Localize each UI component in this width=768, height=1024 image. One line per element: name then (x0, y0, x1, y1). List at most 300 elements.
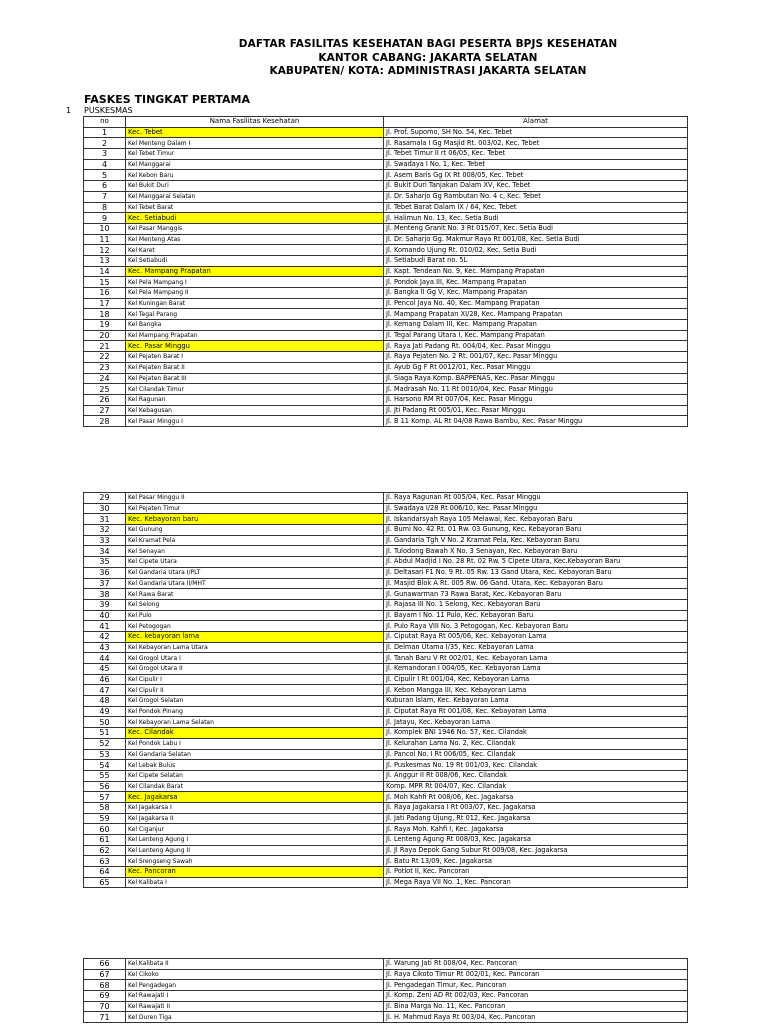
no-cell: 38 (84, 589, 126, 600)
address-cell: Jl. Gandaria Tgh V No. 2 Kramat Pela, Kec. Kebayoran Baru (384, 535, 688, 546)
no-cell: 14 (84, 266, 126, 277)
facility-name-cell: Kel Pasar Minggu I (126, 416, 384, 427)
facility-name-cell: Kel Gunung (126, 525, 384, 536)
no-cell: 59 (84, 813, 126, 824)
no-cell: 1 (84, 127, 126, 138)
table-row (84, 685, 688, 696)
no-cell: 32 (84, 525, 126, 536)
address-cell: Jl. Bukit Duri Tanjakan Dalam XV, Kec. Tebet (384, 181, 688, 192)
facility-name-cell: Kel Cipete Selatan (126, 770, 384, 781)
header-title: DAFTAR FASILITAS KESEHATAN BAGI PESERTA BPJS KESEHATAN (238, 38, 618, 50)
table-row (84, 288, 688, 299)
no-cell: 62 (84, 845, 126, 856)
facility-name-cell: Kel Manggarai Selatan (126, 191, 384, 202)
address-cell: Jl. Masjid Blok A Rt. 005 Rw. 06 Gand. Utara, Kec. Kebayoran Baru (384, 578, 688, 589)
address-cell: Jl. Menteng Granit No. 3 Rt 015/07, Kec. Setia Budi (384, 223, 688, 234)
table-row (84, 1012, 688, 1023)
address-cell: Jl. Raya Cikoto Timur Rt 002/01, Kec. Pancoran (384, 969, 688, 980)
facility-name-cell: Kel Kebon Baru (126, 170, 384, 181)
facility-name-cell: Kel Karet (126, 245, 384, 256)
address-cell: Jl. Pulo Raya VIII No. 3 Petogogan, Kec. Kebayoran Baru (384, 621, 688, 632)
address-cell: Jl. Tebet Timur II rt 06/05, Kec. Tebet (384, 149, 688, 160)
facility-name-cell: Kel Grogol Utara II (126, 664, 384, 675)
table-row (84, 255, 688, 266)
facility-name-cell: Kel Kebayoran Lama Selatan (126, 717, 384, 728)
facility-name-cell: Kel Pondok Labu I (126, 738, 384, 749)
table-row (84, 578, 688, 589)
facility-name-cell: Kel Lenteng Agung I (126, 835, 384, 846)
address-cell: Jl. Asem Baris Gg IX Rt 008/05, Kec. Tebet (384, 170, 688, 181)
address-cell: Jl. Ayub Gg F Rt 0012/01, Kec. Pasar Minggu (384, 362, 688, 373)
facility-name-cell: Kel Lebak Bulus (126, 760, 384, 771)
table-row (84, 792, 688, 803)
facility-name-cell: Kel Grogol Selatan (126, 696, 384, 707)
no-cell: 40 (84, 610, 126, 621)
address-cell: Jl. Harsono RM Rt 007/04, Kec. Pasar Minggu (384, 394, 688, 405)
no-cell: 16 (84, 288, 126, 299)
address-cell: Jl. Jti Padang Rt 005/01, Kec. Pasar Minggu (384, 405, 688, 416)
facility-name-cell: Kel Pela Mampang II (126, 288, 384, 299)
table-row (84, 631, 688, 642)
address-cell: Jl. Jl Raya Depok Gang Subur Rt 009/08, Kec. Jagakarsa (384, 845, 688, 856)
facility-name-cell: Kel Pondok Pinang (126, 706, 384, 717)
table-row (84, 266, 688, 277)
table-row (84, 781, 688, 792)
table-row (84, 223, 688, 234)
facility-name-cell: Kel Gandaria Utara II/MHT (126, 578, 384, 589)
table-row (84, 728, 688, 739)
facility-name-cell: Kel Pasar Manggis (126, 223, 384, 234)
facility-name-cell: Kel Pulo (126, 610, 384, 621)
address-cell: Jl. Raya Moh. Kahfi I, Kec. Jagakarsa (384, 824, 688, 835)
table-row (84, 802, 688, 813)
facility-name-cell: Kel Kebagusan (126, 405, 384, 416)
facility-name-cell: Kel Rawajati I (126, 991, 384, 1002)
address-cell: Jl. Kelurahan Lama No. 2, Kec. Cilandak (384, 738, 688, 749)
table-row (84, 664, 688, 675)
facility-name-cell: Kel Jagakarsa II (126, 813, 384, 824)
table-row (84, 867, 688, 878)
address-cell: Jl. Cipulir I Rt 001/04, Kec. Kebayoran Lama (384, 674, 688, 685)
no-cell: 34 (84, 546, 126, 557)
facility-name-cell: Kel Pasar Minggu II (126, 493, 384, 504)
no-cell: 31 (84, 514, 126, 525)
facility-name-cell: Kel Duren Tiga (126, 1012, 384, 1023)
column-header-no: no (84, 117, 126, 128)
address-cell: Jl. Bumi No. 42 Rt. 01 Rw. 03 Gunung, Kec. Kebayoran Baru (384, 525, 688, 536)
no-cell: 35 (84, 557, 126, 568)
facility-name-cell: Kel Cikoko (126, 969, 384, 980)
table-row (84, 416, 688, 427)
address-cell: Jl. Rasamala I Gg Masjid Rt. 003/02, Kec. Tebet (384, 138, 688, 149)
no-cell: 47 (84, 685, 126, 696)
table-row (84, 589, 688, 600)
no-cell: 33 (84, 535, 126, 546)
no-cell: 60 (84, 824, 126, 835)
table-row (84, 980, 688, 991)
table-row (84, 621, 688, 632)
no-cell: 67 (84, 969, 126, 980)
address-cell: Jl. Raya Jati Padang Rt. 004/04, Kec. Pasar Minggu (384, 341, 688, 352)
address-cell: Jl. Siaga Raya Komp. BAPPENAS, Kec. Pasar Minggu (384, 373, 688, 384)
address-cell: Jl. Raya Jagakarsa I Rt 003/07, Kec. Jagakarsa (384, 802, 688, 813)
address-cell: Jl. Delman Utama I/35, Kec. Kebayoran Lama (384, 642, 688, 653)
no-cell: 57 (84, 792, 126, 803)
no-cell: 64 (84, 867, 126, 878)
address-cell: Jl. Tanah Baru V Rt 002/01, Kec. Kebayoran Lama (384, 653, 688, 664)
facility-name-cell: Kel Cipulir II (126, 685, 384, 696)
facility-name-cell: Kel Senayan (126, 546, 384, 557)
no-cell: 13 (84, 255, 126, 266)
table-row (84, 525, 688, 536)
no-cell: 2 (84, 138, 126, 149)
facility-name-cell: Kel Jagakarsa I (126, 802, 384, 813)
table-row (84, 738, 688, 749)
table-row (84, 245, 688, 256)
table-row (84, 159, 688, 170)
facility-name-cell: Kel Bangka (126, 320, 384, 331)
no-cell: 53 (84, 749, 126, 760)
table-row (84, 969, 688, 980)
facility-table-2 (83, 492, 688, 888)
no-cell: 6 (84, 181, 126, 192)
no-cell: 36 (84, 567, 126, 578)
address-cell: Jl. Jatayu, Kec. Kebayoran Lama (384, 717, 688, 728)
item-number: 1 (66, 106, 72, 115)
address-cell: Jl. Rajasa III No. 1 Selong, Kec. Kebayoran Baru (384, 599, 688, 610)
no-cell: 21 (84, 341, 126, 352)
table-row (84, 959, 688, 970)
facility-name-cell: Kel Rawa Barat (126, 589, 384, 600)
table-row (84, 991, 688, 1002)
facility-name-cell: Kec. Setiabudi (126, 213, 384, 224)
no-cell: 41 (84, 621, 126, 632)
table-row (84, 770, 688, 781)
address-cell: Jl. Mampang Prapatan XI/28, Kec. Mampang Prapatan (384, 309, 688, 320)
facility-name-cell: Kel Gandaria Utara I/PLT (126, 567, 384, 578)
no-cell: 25 (84, 384, 126, 395)
table-row (84, 674, 688, 685)
facility-name-cell: Kel Kalibata II (126, 959, 384, 970)
address-cell: Jl. Bayam I No. 11 Pulo, Kec. Kebayoran Baru (384, 610, 688, 621)
address-cell: Jl. Kemang Dalam III, Kec. Mampang Prapatan (384, 320, 688, 331)
facility-name-cell: Kel Manggarai (126, 159, 384, 170)
no-cell: 7 (84, 191, 126, 202)
facility-table-3-body (84, 959, 688, 1023)
facility-name-cell: Kel Ciganjur (126, 824, 384, 835)
table-row (84, 856, 688, 867)
no-cell: 28 (84, 416, 126, 427)
facility-name-cell: Kel Menteng Dalam I (126, 138, 384, 149)
table-row (84, 1001, 688, 1012)
address-cell: Jl. Setiabudi Barat no. 5L (384, 255, 688, 266)
table-row (84, 352, 688, 363)
table-row (84, 535, 688, 546)
facility-name-cell: Kec. Pancoran (126, 867, 384, 878)
no-cell: 49 (84, 706, 126, 717)
facility-table-1 (83, 116, 688, 427)
no-cell: 20 (84, 330, 126, 341)
no-cell: 43 (84, 642, 126, 653)
section-title: FASKES TINGKAT PERTAMA (84, 93, 250, 106)
facility-name-cell: Kec. Tebet (126, 127, 384, 138)
address-cell: Jl. Lenteng Agung Rt 008/03, Kec. Jagakarsa (384, 835, 688, 846)
address-cell: Jl. Dr. Saharjo Gg Rambutan No. 4 c, Kec. Tebet (384, 191, 688, 202)
table-row (84, 557, 688, 568)
address-cell: Jl. Bina Marga No. 11, Kec. Pancoran (384, 1001, 688, 1012)
header-region: KABUPATEN/ KOTA: ADMINISTRASI JAKARTA SELATAN (269, 65, 587, 77)
facility-name-cell: Kel Bukit Duri (126, 181, 384, 192)
address-cell: Jl. Komando Ujung Rt. 010/02, Kec. Setia Budi (384, 245, 688, 256)
table-row (84, 813, 688, 824)
facility-name-cell: Kel Pela Mampang I (126, 277, 384, 288)
address-cell: Jl. Batu Rt 13/09, Kec. Jagakarsa (384, 856, 688, 867)
facility-name-cell: Kel Selong (126, 599, 384, 610)
table-row (84, 277, 688, 288)
facility-name-cell: Kel Srengseng Sawah (126, 856, 384, 867)
address-cell: Jl. Kemandoran I 004/05, Kec. Kebayoran Lama (384, 664, 688, 675)
address-cell: Jl. Puskesmas No. 19 Rt 001/03, Kec. Cilandak (384, 760, 688, 771)
facility-name-cell: Kec. kebayoran lama (126, 631, 384, 642)
address-cell: Jl. Halimun No. 13, Kec. Setia Budi (384, 213, 688, 224)
facility-name-cell: Kec. Pasar Minggu (126, 341, 384, 352)
facility-name-cell: Kel Rawajati II (126, 1001, 384, 1012)
table-row (84, 213, 688, 224)
facility-name-cell: Kel Mampang Prapatan (126, 330, 384, 341)
address-cell: Jl. Tulodong Bawah X No. 3 Senayan, Kec. Kebayoran Baru (384, 546, 688, 557)
table-row (84, 503, 688, 514)
no-cell: 48 (84, 696, 126, 707)
table-row (84, 706, 688, 717)
no-cell: 46 (84, 674, 126, 685)
no-cell: 65 (84, 877, 126, 888)
address-cell: Jl. Mega Raya VII No. 1, Kec. Pancoran (384, 877, 688, 888)
address-cell: Jl. Raya Pejaten No. 2 Rt. 001/07, Kec. Pasar Minggu (384, 352, 688, 363)
no-cell: 61 (84, 835, 126, 846)
facility-name-cell: Kel Kebayoran Lama Utara (126, 642, 384, 653)
address-cell: Jl. B 11 Komp. AL Rt 04/08 Rawa Bambu, Kec. Pasar Minggu (384, 416, 688, 427)
table-row (84, 298, 688, 309)
column-header-alamat: Alamat (384, 117, 688, 128)
no-cell: 45 (84, 664, 126, 675)
facility-name-cell: Kel Pejaten Barat II (126, 362, 384, 373)
address-cell: Jl. Pondok Jaya III, Kec. Mampang Prapatan (384, 277, 688, 288)
address-cell: Komp. MPR Rt 004/07, Kec. Cilandak (384, 781, 688, 792)
table-row (84, 405, 688, 416)
no-cell: 18 (84, 309, 126, 320)
table-row (84, 835, 688, 846)
address-cell: Jl. Jati Padang Ujung, Rt 012, Kec. Jagakarsa (384, 813, 688, 824)
no-cell: 23 (84, 362, 126, 373)
table-row (84, 170, 688, 181)
no-cell: 11 (84, 234, 126, 245)
table-row (84, 362, 688, 373)
column-header-nama: Nama Fasilitas Kesehatan (126, 117, 384, 128)
header-office: KANTOR CABANG: JAKARTA SELATAN (318, 51, 538, 64)
facility-name-cell: Kel Tebet Barat (126, 202, 384, 213)
table-row (84, 642, 688, 653)
no-cell: 10 (84, 223, 126, 234)
no-cell: 24 (84, 373, 126, 384)
no-cell: 22 (84, 352, 126, 363)
no-cell: 15 (84, 277, 126, 288)
address-cell: Jl. Kebon Mangga III, Kec. Kebayoran Lama (384, 685, 688, 696)
facility-name-cell: Kel Cipete Utara (126, 557, 384, 568)
table-row (84, 384, 688, 395)
table-row (84, 202, 688, 213)
facility-name-cell: Kel Cipulir I (126, 674, 384, 685)
address-cell: Jl. Potlot II, Kec. Pancoran (384, 867, 688, 878)
table-row (84, 320, 688, 331)
no-cell: 42 (84, 631, 126, 642)
table-row (84, 824, 688, 835)
address-cell: Jl. Komplek BNI 1946 No. 57, Kec. Cilandak (384, 728, 688, 739)
no-cell: 8 (84, 202, 126, 213)
facility-name-cell: Kel Tegal Parang (126, 309, 384, 320)
address-cell: Jl. Moh Kahfi Rt 008/06, Kec. Jagakarsa (384, 792, 688, 803)
address-cell: Jl. Tegal Parang Utara I, Kec. Mampang Prapatan (384, 330, 688, 341)
no-cell: 27 (84, 405, 126, 416)
facility-name-cell: Kel Pejaten Barat I (126, 352, 384, 363)
facility-table-2-body (84, 493, 688, 888)
no-cell: 68 (84, 980, 126, 991)
no-cell: 4 (84, 159, 126, 170)
no-cell: 56 (84, 781, 126, 792)
facility-name-cell: Kel Cilandak Timur (126, 384, 384, 395)
facility-name-cell: Kel Setiabudi (126, 255, 384, 266)
table-row (84, 493, 688, 504)
no-cell: 30 (84, 503, 126, 514)
address-cell: Jl. H. Mahmud Raya Rt 003/04, Kec. Pancoran (384, 1012, 688, 1023)
no-cell: 5 (84, 170, 126, 181)
facility-name-cell: Kel Petogogan (126, 621, 384, 632)
no-cell: 70 (84, 1001, 126, 1012)
no-cell: 44 (84, 653, 126, 664)
facility-name-cell: Kel Ragunan (126, 394, 384, 405)
table-row (84, 696, 688, 707)
table-row (84, 330, 688, 341)
address-cell: Jl. Warung Jati Rt 008/04, Kec. Pancoran (384, 959, 688, 970)
table-row (84, 191, 688, 202)
facility-name-cell: Kel Gandaria Selatan (126, 749, 384, 760)
address-cell: Jl. Ciputat Raya Rt 005/06, Kec. Kebayoran Lama (384, 631, 688, 642)
table-row (84, 877, 688, 888)
table-row (84, 567, 688, 578)
no-cell: 3 (84, 149, 126, 160)
no-cell: 69 (84, 991, 126, 1002)
no-cell: 37 (84, 578, 126, 589)
table-row (84, 845, 688, 856)
address-cell: Jl. Kapt. Tendean No. 9, Kec. Mampang Prapatan (384, 266, 688, 277)
facility-name-cell: Kec. Cilandak (126, 728, 384, 739)
table-row (84, 514, 688, 525)
facility-name-cell: Kel Pengadegan (126, 980, 384, 991)
address-cell: Jl. Tebet Barat Dalam IX / 64, Kec. Tebet (384, 202, 688, 213)
address-cell: Jl. Komp. Zeni AD Rt 002/03, Kec. Pancoran (384, 991, 688, 1002)
no-cell: 17 (84, 298, 126, 309)
table-row (84, 234, 688, 245)
item-label: PUSKESMAS (84, 106, 133, 115)
table-row (84, 138, 688, 149)
table-row (84, 749, 688, 760)
facility-name-cell: Kec. Mampang Prapatan (126, 266, 384, 277)
address-cell: Jl. Pengadegan Timur, Kec. Pancoran (384, 980, 688, 991)
address-cell: Kuburan Islam, Kec. Kebayoran Lama (384, 696, 688, 707)
facility-name-cell: Kel Grogol Utara I (126, 653, 384, 664)
no-cell: 51 (84, 728, 126, 739)
address-cell: Jl. Bangka II Gg V, Kec. Mampang Prapatan (384, 288, 688, 299)
address-cell: Jl. Swadaya I No. 1, Kec. Tebet (384, 159, 688, 170)
no-cell: 39 (84, 599, 126, 610)
table-row (84, 599, 688, 610)
facility-name-cell: Kel Lenteng Agung II (126, 845, 384, 856)
no-cell: 71 (84, 1012, 126, 1023)
table-row (84, 610, 688, 621)
address-cell: Jl. Dr. Saharjo Gg. Makmur Raya Rt 001/08, Kec. Setia Budi (384, 234, 688, 245)
facility-name-cell: Kel Kramat Pela (126, 535, 384, 546)
facility-name-cell: Kel Kalibata I (126, 877, 384, 888)
no-cell: 12 (84, 245, 126, 256)
facility-name-cell: Kel Pejaten Barat III (126, 373, 384, 384)
table-row (84, 341, 688, 352)
no-cell: 66 (84, 959, 126, 970)
facility-name-cell: Kel Pejaten Timur (126, 503, 384, 514)
facility-name-cell: Kec. Jagakarsa (126, 792, 384, 803)
table-row (84, 717, 688, 728)
address-cell: Jl. Raya Ragunan Rt 005/04, Kec. Pasar Minggu (384, 493, 688, 504)
no-cell: 55 (84, 770, 126, 781)
facility-table-1-body (84, 127, 688, 426)
document-header (0, 38, 768, 79)
address-cell: Jl. Ciputat Raya Rt 001/08, Kec. Kebayoran Lama (384, 706, 688, 717)
no-cell: 50 (84, 717, 126, 728)
address-cell: Jl. Prof. Supomo, SH No. 54, Kec. Tebet (384, 127, 688, 138)
table-header-row (84, 117, 688, 128)
table-row (84, 760, 688, 771)
table-row (84, 127, 688, 138)
no-cell: 58 (84, 802, 126, 813)
no-cell: 19 (84, 320, 126, 331)
no-cell: 63 (84, 856, 126, 867)
no-cell: 54 (84, 760, 126, 771)
address-cell: Jl. Abdul Madjid I No. 28 Rt. 02 Rw. 5 Cipete Utara, Kec.Kebayoran Baru (384, 557, 688, 568)
table-row (84, 149, 688, 160)
table-row (84, 394, 688, 405)
address-cell: Jl. Pencol Jaya No. 40, Kec. Mampang Prapatan (384, 298, 688, 309)
table-row (84, 309, 688, 320)
no-cell: 52 (84, 738, 126, 749)
facility-name-cell: Kel Kuningan Barat (126, 298, 384, 309)
facility-name-cell: Kec. Kebayoran baru (126, 514, 384, 525)
address-cell: Jl. Swadaya I/28 Rt 006/10, Kec. Pasar Minggu (384, 503, 688, 514)
table-row (84, 373, 688, 384)
table-row (84, 546, 688, 557)
address-cell: Jl. Gunawarman 73 Rawa Barat, Kec. Kebayoran Baru (384, 589, 688, 600)
facility-name-cell: Kel Tebet Timur (126, 149, 384, 160)
address-cell: Jl. Anggur II Rt 008/06, Kec. Cilandak (384, 770, 688, 781)
facility-table-3 (83, 958, 688, 1023)
no-cell: 9 (84, 213, 126, 224)
address-cell: Jl. Deltasari F1 No. 9 Rt. 05 Rw. 13 Gand Utara, Kec. Kebayoran Baru (384, 567, 688, 578)
no-cell: 26 (84, 394, 126, 405)
address-cell: Jl. Pancol No. I Rt 006/05, Kec. Cilandak (384, 749, 688, 760)
table-row (84, 181, 688, 192)
address-cell: Jl. Iskandarsyah Raya 105 Melawai, Kec. Kebayoran Baru (384, 514, 688, 525)
facility-name-cell: Kel Menteng Atas (126, 234, 384, 245)
table-row (84, 653, 688, 664)
facility-name-cell: Kel Cilandak Barat (126, 781, 384, 792)
no-cell: 29 (84, 493, 126, 504)
